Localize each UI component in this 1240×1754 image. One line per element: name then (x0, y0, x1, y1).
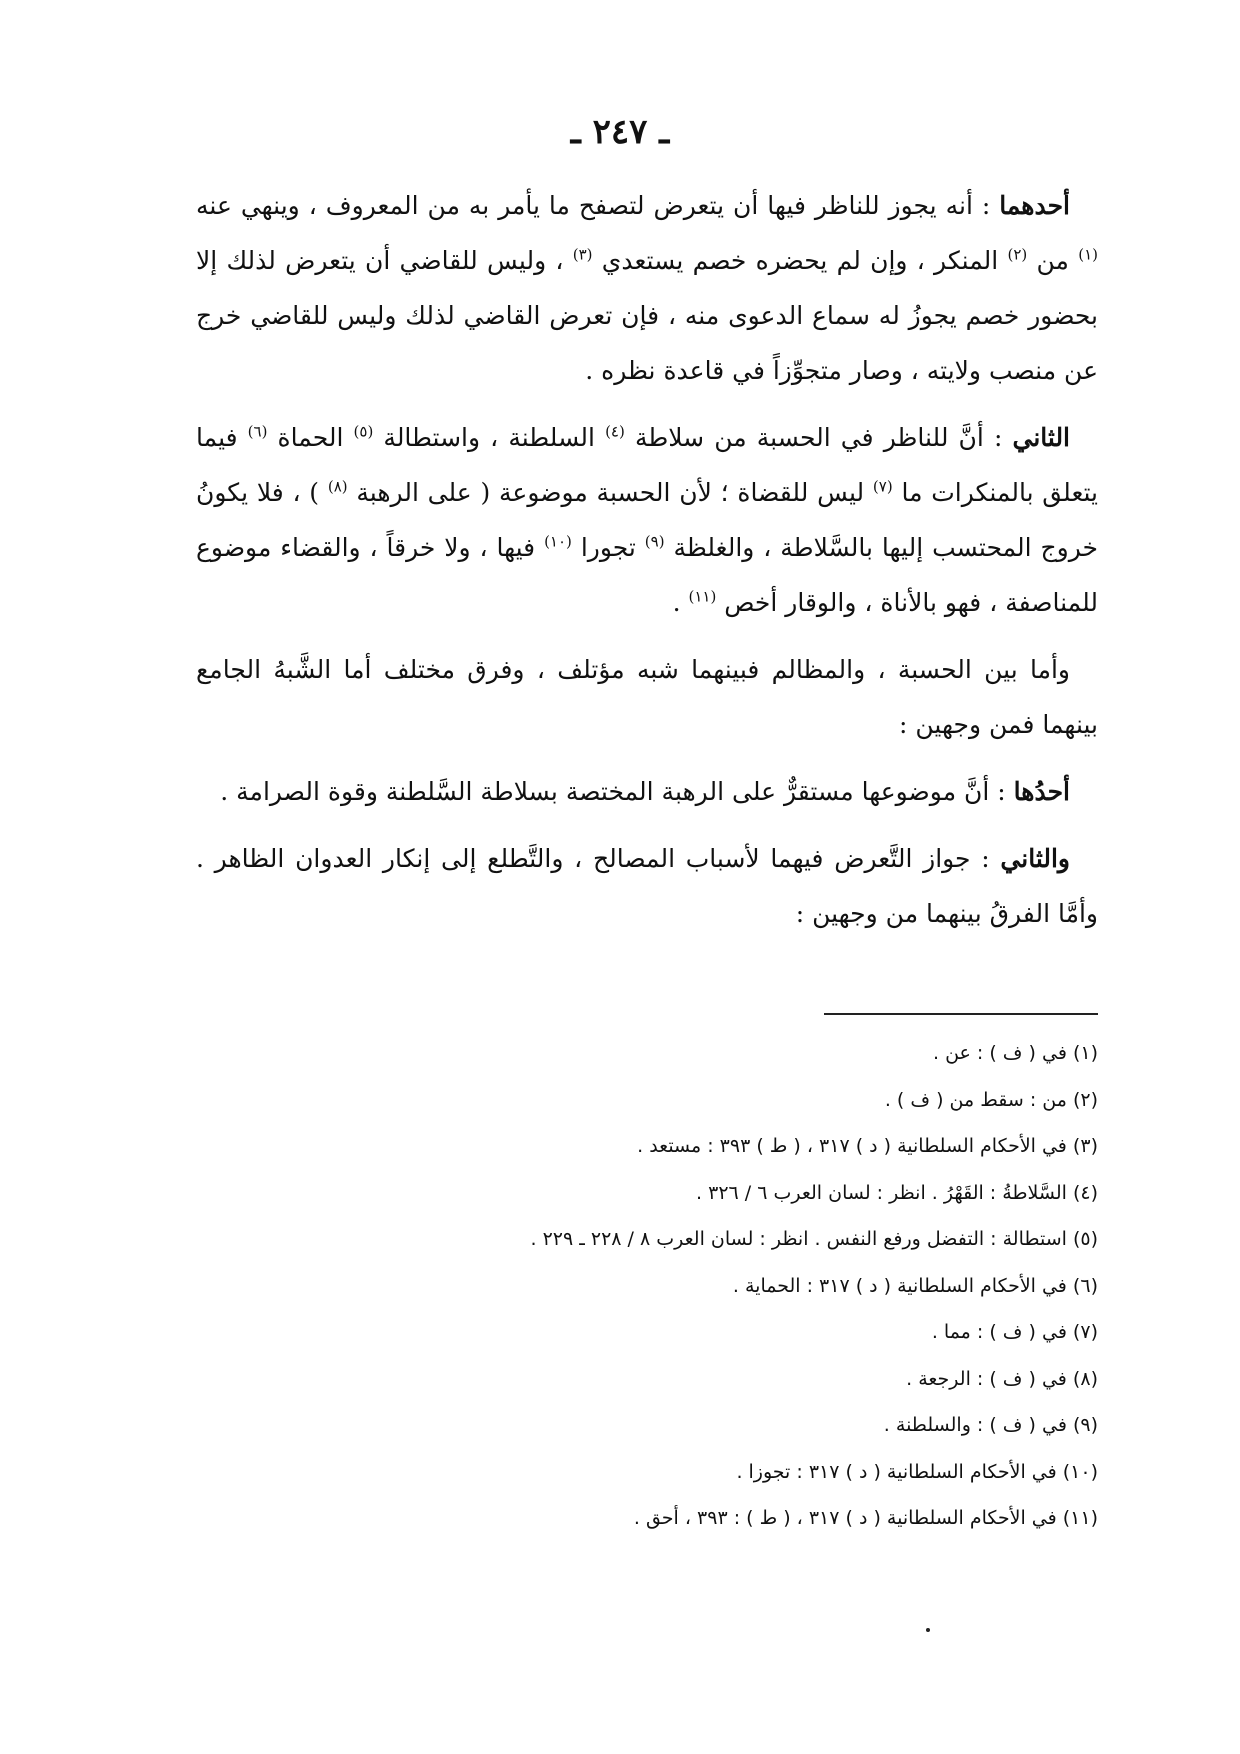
footnote-item: (٤) السَّلاطةُ : القَهْرُ . انظر : لسان العرب ٦ / ٣٢٦ . (696, 1181, 1098, 1204)
text-run: فيها ، ولا خرقاً ، والقضاء موضوع للمناصفة ، فهو بالأناة ، والوقار أخص (196, 533, 1098, 617)
text-run: الحماة (267, 423, 354, 452)
footnote-marker: (٦) (247, 422, 268, 441)
footnote-item: (٨) في ( ف ) : الرجعة . (906, 1367, 1098, 1390)
footnote-marker: (١٠) (544, 532, 572, 551)
text-run: تجورا (571, 533, 645, 562)
footnote-marker: (١) (1078, 245, 1098, 264)
text-run: من (1027, 246, 1079, 275)
footnote-item: (١١) في الأحكام السلطانية ( د ) ٣١٧ ، ( ط ) : ٣٩٣ ، أحق . (633, 1507, 1098, 1529)
footnote-item: (١) في ( ف ) : عن . (932, 1042, 1098, 1064)
paragraph-lead: الثاني (1012, 423, 1071, 452)
footnote-item: (٩) في ( ف ) : والسلطنة . (883, 1414, 1098, 1436)
footnotes-list (196, 1030, 1098, 1542)
text-run: وأما بين الحسبة ، والمظالم فبينهما شبه مؤتلف ، وفرق مختلف أما الشَّبهُ الجامع بينهما فمن وجهين : (196, 655, 1098, 739)
paragraph-second (196, 410, 1098, 630)
paragraph-fourth (196, 764, 1098, 819)
text-run: : جواز التَّعرض فيهما لأسباب المصالح ، والتَّطلع إلى إنكار العدوان الظاهر . وأمَّا الفرقُ بينهما من وجهين : (196, 844, 1098, 928)
page-number: ـ ٢٤٧ ـ (570, 112, 670, 152)
paragraph-third (196, 642, 1098, 752)
text-run: . (672, 588, 689, 617)
main-text-body (196, 178, 1098, 953)
footnote-marker: (٢) (1007, 245, 1028, 264)
paragraph-fifth (196, 831, 1098, 941)
scan-speck (926, 1628, 930, 1632)
text-run: المنكر ، وإن لم يحضره خصم يستعدي (592, 246, 1008, 275)
text-run: فيما يتعلق بالمنكرات ما (196, 423, 1099, 507)
footnote-marker: (٥) (353, 422, 374, 441)
footnote-marker: (١١) (688, 587, 717, 606)
footnote-item: (٢) من : سقط من ( ف ) . (884, 1088, 1098, 1111)
paragraph-first (196, 178, 1098, 398)
text-run: : أنَّ للناظر في الحسبة من سلاطة (624, 423, 1013, 452)
paragraph-lead: أحدهما (999, 191, 1070, 220)
text-run: ) ، فلا يكونُ خروج المحتسب إليها بالسَّلاطة ، والغلظة (196, 478, 1098, 562)
footnote-item: (٦) في الأحكام السلطانية ( د ) ٣١٧ : الحماية . (732, 1274, 1098, 1297)
footnote-item: (٣) في الأحكام السلطانية ( د ) ٣١٧ ، ( ط ) ٣٩٣ : مستعد . (637, 1135, 1098, 1157)
footnote-item: (٥) استطالة : التفضل ورفع النفس . انظر : لسان العرب ٨ / ٢٢٨ ـ ٢٢٩ . (530, 1228, 1098, 1250)
footnote-marker: (٤) (605, 422, 625, 441)
text-run: ليس للقضاة ؛ لأن الحسبة موضوعة ( على الرهبة (347, 478, 873, 507)
text-run: : أنَّ موضوعها مستقرٌّ على الرهبة المختصة بسلاطة السَّلطنة وقوة الصرامة . (220, 777, 1014, 806)
footnote-marker: (٧) (872, 477, 893, 496)
paragraph-lead: والثاني (1000, 844, 1070, 873)
paragraph-lead: أحدُها (1013, 777, 1070, 806)
text-run: السلطنة ، واستطالة (373, 423, 606, 452)
footnote-marker: (٣) (572, 245, 593, 264)
text-run: : أنه يجوز للناظر فيها أن يتعرض لتصفح ما يأمر به من المعروف ، وينهي عنه (196, 191, 1000, 220)
footnote-marker: (٩) (644, 532, 665, 551)
footnote-separator-rule (824, 1013, 1098, 1015)
footnote-item: (١٠) في الأحكام السلطانية ( د ) ٣١٧ : تجوزا . (736, 1460, 1098, 1483)
footnote-marker: (٨) (327, 477, 348, 496)
text-run: ، وليس للقاضي أن يتعرض لذلك إلا بحضور خصم يجوزُ له سماع الدعوى منه ، فإن تعرض القاضي لذلك وليس للقاضي خرج عن منصب ولايته ، وصار متجوِّزاً في قاعدة نظره . (196, 246, 1098, 385)
footnote-item: (٧) في ( ف ) : مما . (931, 1321, 1098, 1343)
